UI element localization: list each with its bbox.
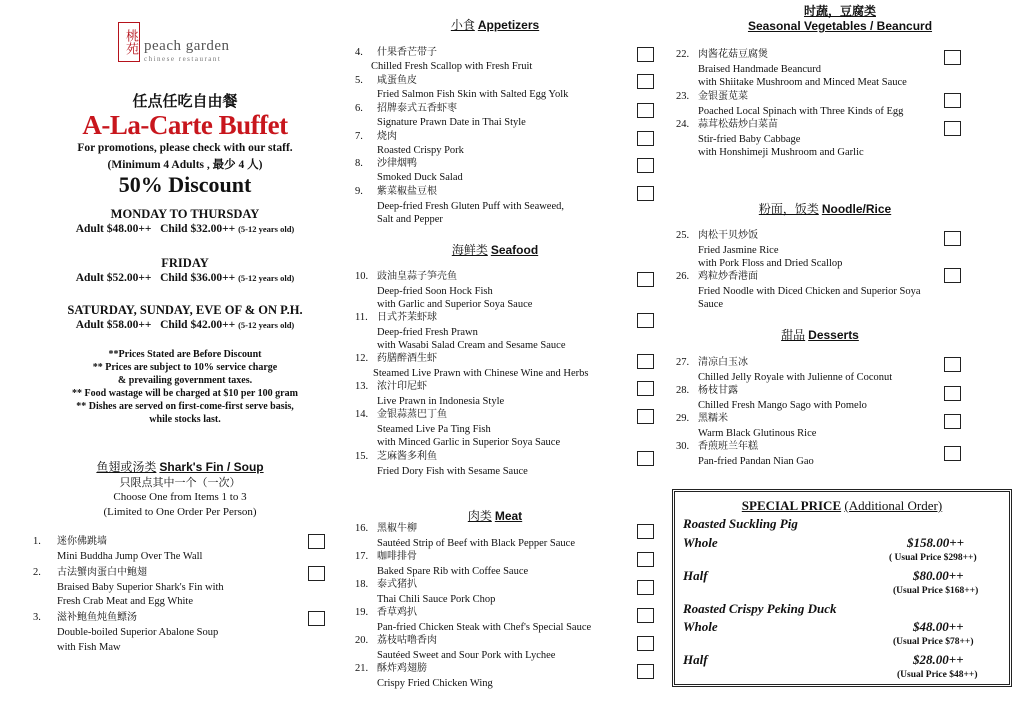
period-label: FRIDAY [161,256,209,270]
order-checkbox-30[interactable] [944,446,961,461]
order-checkbox-22[interactable] [944,50,961,65]
order-checkbox-4[interactable] [637,47,654,62]
pig-half-price: $80.00++ [913,568,964,583]
logo-chars: 桃苑 [123,29,138,55]
order-checkbox-23[interactable] [944,93,961,108]
order-checkbox-7[interactable] [637,131,654,146]
age-range: (5-12 years old) [238,224,295,234]
age-range: (5-12 years old) [238,320,295,330]
order-checkbox-11[interactable] [637,313,654,328]
order-checkbox-19[interactable] [637,608,654,623]
minimum-text: (Minimum 4 Adults , 最少 4 人) [107,159,263,171]
order-checkbox-20[interactable] [637,636,654,651]
shark-sub-en1: Choose One from Items 1 to 3 [113,491,247,503]
period-label: SATURDAY, SUNDAY, EVE OF & ON P.H. [67,303,303,317]
order-checkbox-8[interactable] [637,158,654,173]
section-heading-noodle-rice: 粉面，饭类 Noodle/Rice [758,202,892,216]
order-checkbox-15[interactable] [637,451,654,466]
order-checkbox-25[interactable] [944,231,961,246]
section-heading-appetizers: 小食 Appetizers [450,18,540,32]
brand-name: peach garden [144,38,230,54]
section-heading-vegetables-cn: 时蔬，豆腐类 [803,4,876,18]
period-price [25,319,345,331]
logo-seal [118,22,140,62]
note-line: **Prices Stated are Before Discount [108,349,262,360]
order-checkbox-29[interactable] [944,414,961,429]
order-checkbox-5[interactable] [637,74,654,89]
pig-half-usual: (Usual Price $168++) [893,586,979,596]
order-checkbox-26[interactable] [944,268,961,283]
adult-price: Adult $58.00++ [75,319,152,331]
section-heading-meat: 肉类 Meat [467,509,523,523]
brand-tagline: chinese restaurant [144,55,222,63]
order-checkbox-6[interactable] [637,103,654,118]
duck-whole-price: $48.00++ [913,619,964,634]
order-checkbox-10[interactable] [637,272,654,287]
section-heading-vegetables: Seasonal Vegetables / Beancurd [747,19,933,33]
discount-text: 50% Discount [118,172,252,197]
period-price [25,223,345,235]
order-checkbox-13[interactable] [637,381,654,396]
special-price-box [672,489,1012,687]
logo [118,22,248,62]
order-checkbox-24[interactable] [944,121,961,136]
order-checkbox-18[interactable] [637,580,654,595]
note-line: ** Dishes are served on first-come-first serve basis, [76,401,294,412]
order-checkbox-12[interactable] [637,354,654,369]
order-checkbox-27[interactable] [944,357,961,372]
note-line: ** Food wastage will be charged at $10 per 100 gram [72,388,298,399]
special-price-title: SPECIAL PRICE (Additional Order) [741,498,943,513]
suckling-pig-name: Roasted Suckling Pig [683,516,798,531]
duck-whole-usual: (Usual Price $78++) [893,637,974,647]
shark-sub-cn: 只限点其中一个（一次） [119,476,241,489]
order-checkbox-28[interactable] [944,386,961,401]
section-heading-sharks-fin: 鱼翅或汤类 Shark's Fin / Soup [96,460,264,474]
child-price: Child $32.00++ [160,223,236,235]
promo-text: For promotions, please check with our staff. [77,142,293,154]
order-checkbox-1[interactable] [308,534,325,549]
period-price [25,272,345,284]
order-checkbox-3[interactable] [308,611,325,626]
shark-sub-en2: (Limited to One Order Per Person) [103,506,257,518]
buffet-title-en: A-La-Carte Buffet [82,110,288,140]
pig-whole-usual: ( Usual Price $298++) [889,553,977,563]
notes [25,348,345,426]
order-checkbox-14[interactable] [637,409,654,424]
duck-whole-label: Whole [683,619,718,634]
order-checkbox-21[interactable] [637,664,654,679]
section-heading-seafood: 海鲜类 Seafood [451,243,539,257]
duck-half-price: $28.00++ [913,652,964,667]
adult-price: Adult $48.00++ [75,223,152,235]
order-checkbox-17[interactable] [637,552,654,567]
section-heading-desserts: 甜品 Desserts [781,328,859,342]
order-checkbox-9[interactable] [637,186,654,201]
age-range: (5-12 years old) [238,273,295,283]
duck-half-usual: (Usual Price $48++) [897,670,978,680]
pig-half-label: Half [683,568,708,583]
adult-price: Adult $52.00++ [75,272,152,284]
order-checkbox-16[interactable] [637,524,654,539]
note-line: ** Prices are subject to 10% service charge [92,362,278,373]
note-line: while stocks last. [149,414,221,425]
buffet-title-cn: 任点任吃自由餐 [132,92,238,110]
child-price: Child $36.00++ [160,272,236,284]
pig-whole-label: Whole [683,535,718,550]
order-checkbox-2[interactable] [308,566,325,581]
note-line: & prevailing government taxes. [117,375,253,386]
peking-duck-name: Roasted Crispy Peking Duck [683,601,837,616]
pig-whole-price: $158.00++ [907,535,965,550]
duck-half-label: Half [683,652,708,667]
child-price: Child $42.00++ [160,319,236,331]
period-label: MONDAY TO THURSDAY [110,207,260,221]
